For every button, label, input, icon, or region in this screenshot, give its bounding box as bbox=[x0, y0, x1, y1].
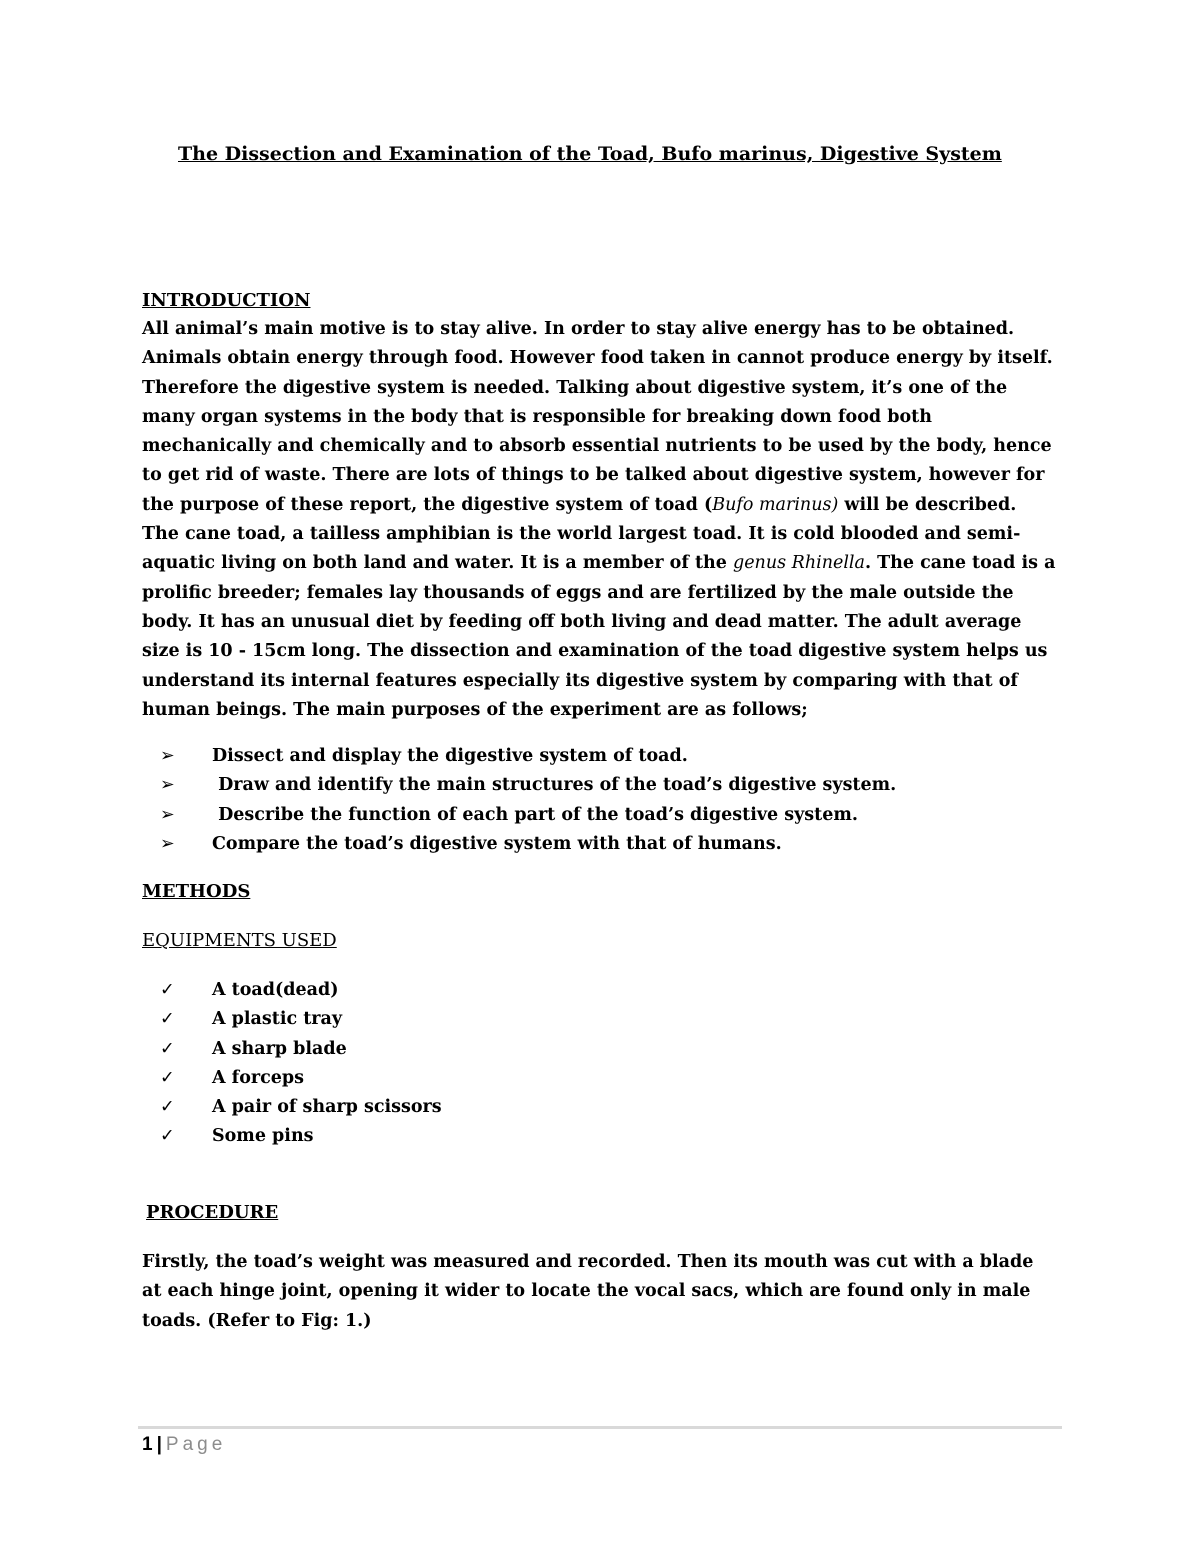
list-item-text: A pair of sharp scissors bbox=[212, 1097, 442, 1118]
list-item-text: Draw and identify the main structures of the toad’s digestive system. bbox=[212, 775, 897, 796]
check-icon: ✓ bbox=[160, 1126, 175, 1147]
equipment-list bbox=[160, 976, 442, 1152]
list-item-text: Some pins bbox=[212, 1126, 314, 1147]
introduction-paragraph-2 bbox=[142, 520, 1057, 725]
arrow-bullet-icon: ➢ bbox=[160, 833, 175, 854]
list-item bbox=[160, 742, 896, 771]
list-item bbox=[160, 1064, 442, 1093]
check-icon: ✓ bbox=[160, 1067, 175, 1088]
list-item-text: A sharp blade bbox=[212, 1038, 347, 1059]
procedure-paragraph: Firstly, the toad’s weight was measured and recorded. Then its mouth was cut with a blade at each hinge joint, opening it wider to locate the vocal sacs, which are found only in male toads. (Refer to Fig: 1.) bbox=[142, 1252, 1034, 1331]
list-item bbox=[160, 1005, 442, 1034]
page-number: 1 bbox=[142, 1434, 153, 1455]
page-label: Page bbox=[165, 1434, 227, 1455]
check-icon: ✓ bbox=[160, 980, 175, 1000]
species-name: Bufo marinus) bbox=[712, 494, 839, 515]
paragraph-text: The cane toad, a tailless amphibian is the world largest toad. It is cold blooded and semi-aquatic living on both land and water. It is a member of the bbox=[142, 524, 1021, 574]
list-item-text: A plastic tray bbox=[212, 1009, 343, 1030]
check-icon: ✓ bbox=[160, 1038, 175, 1059]
purposes-list bbox=[160, 742, 896, 859]
procedure-heading: PROCEDURE bbox=[146, 1202, 279, 1223]
check-icon: ✓ bbox=[160, 1097, 175, 1118]
list-item-text: A toad(dead) bbox=[212, 980, 339, 1000]
footer-separator: | bbox=[156, 1434, 162, 1455]
list-item bbox=[160, 976, 442, 1005]
list-item bbox=[160, 801, 896, 830]
equipment-heading: EQUIPMENTS USED bbox=[142, 930, 337, 951]
introduction-heading: INTRODUCTION bbox=[142, 290, 311, 311]
list-item bbox=[160, 1122, 442, 1151]
procedure-body bbox=[142, 1248, 1057, 1336]
footer-divider bbox=[138, 1426, 1062, 1429]
methods-heading: METHODS bbox=[142, 881, 251, 902]
list-item bbox=[160, 1035, 442, 1064]
introduction-body bbox=[142, 315, 1057, 725]
list-item-text: Dissect and display the digestive system of toad. bbox=[212, 746, 688, 766]
document-title: The Dissection and Examination of the Toad, Bufo marinus, Digestive System bbox=[178, 143, 1002, 165]
genus-name: genus Rhinella bbox=[733, 553, 865, 574]
check-icon: ✓ bbox=[160, 1009, 175, 1030]
list-item bbox=[160, 771, 896, 800]
list-item-text: Describe the function of each part of the toad’s digestive system. bbox=[212, 804, 858, 825]
arrow-bullet-icon: ➢ bbox=[160, 775, 175, 796]
paragraph-text: . The cane toad is a prolific breeder; females lay thousands of eggs and are fertilized by the male outside the body. It has an unusual diet by feeding off both living and dead matter. The adult average size is 10 - 15cm long. The dissection and examination of the toad digestive system helps us understand its internal features especially its digestive system by comparing with that of human beings. The main purposes of the experiment are as follows; bbox=[142, 553, 1056, 720]
paragraph-text: will be described. bbox=[838, 494, 1017, 515]
list-item-text: A forceps bbox=[212, 1067, 304, 1088]
introduction-paragraph-1 bbox=[142, 315, 1057, 520]
arrow-bullet-icon: ➢ bbox=[160, 804, 175, 825]
list-item bbox=[160, 830, 896, 859]
paragraph-text: All animal’s main motive is to stay alive. In order to stay alive energy has to be obtained. Animals obtain energy through food. However food taken in cannot produce energy by itself. Therefore the digestive system is needed. Talking about digestive system, it’s one of the many organ systems in the body that is responsible for breaking down food both mechanically and chemically and to absorb essential nutrients to be used by the body, hence to get rid of waste. There are lots of things to be talked about digestive system, however for the purpose of these report, the digestive system of toad ( bbox=[142, 319, 1053, 515]
list-item bbox=[160, 1093, 442, 1122]
list-item-text: Compare the toad’s digestive system with that of humans. bbox=[212, 833, 782, 854]
arrow-bullet-icon: ➢ bbox=[160, 746, 175, 766]
page-footer bbox=[142, 1434, 226, 1456]
